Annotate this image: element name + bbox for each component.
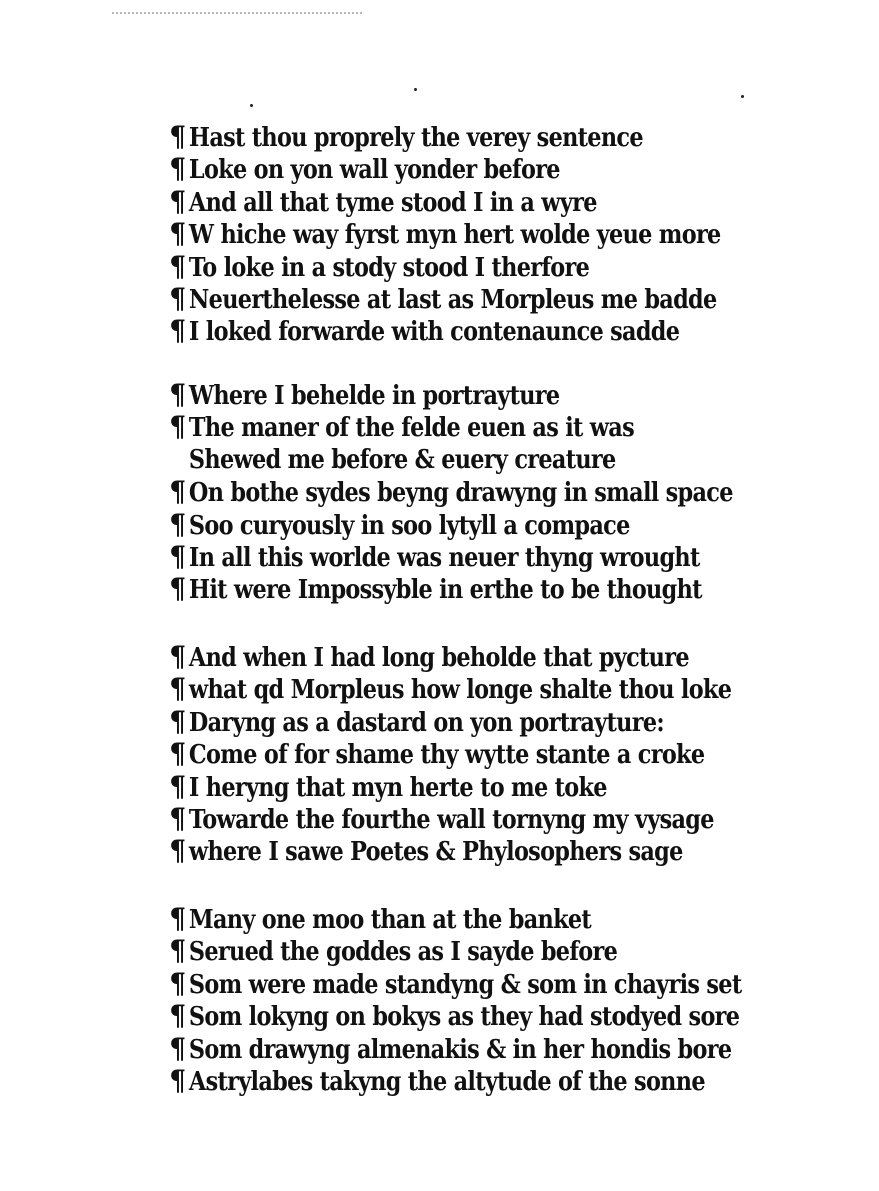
verse-line [170, 738, 720, 770]
verse-text: Shewed me before & euery creature [188, 444, 616, 475]
verse-text: Daryng as a dastard on yon portrayture: [188, 707, 664, 738]
verse-line [170, 121, 720, 153]
verse-text: The maner of the felde euen as it was [188, 413, 635, 444]
verse-line [169, 672, 732, 706]
verse-text: I heryng that myn herte to me toke [188, 772, 607, 803]
verse-line [170, 379, 720, 411]
verse-line [170, 251, 720, 283]
ink-speck [250, 104, 253, 107]
verse-line [169, 1031, 732, 1065]
verse-line [170, 935, 720, 967]
pilcrow-marker: ¶ [169, 539, 186, 573]
verse-text: Hast thou proprely the verey sentence [188, 123, 643, 153]
verse-line [170, 541, 720, 573]
verse-text: On bothe sydes beyng drawyng in small space [188, 478, 733, 509]
verse-line [170, 153, 720, 185]
verse-text: Many one moo than at the banket [188, 905, 592, 935]
verse-line [170, 218, 720, 250]
pilcrow-marker: ¶ [169, 704, 186, 738]
verse-text: Where I behelde in portrayture [188, 381, 560, 411]
ink-speck [414, 88, 417, 91]
pilcrow-marker: ¶ [169, 217, 186, 251]
verse-line [170, 444, 720, 476]
stanza-2 [170, 379, 810, 606]
pilcrow-marker: ¶ [169, 249, 186, 283]
verse-text: To loke in a stody stood I therfore [188, 252, 590, 283]
verse-text: In all this worlde was neuer thyng wrought [188, 542, 700, 573]
stanza-4 [170, 903, 810, 1097]
verse-line [170, 803, 720, 835]
verse-text: Hit were Impossyble in erthe to be thought [188, 575, 702, 606]
verse-line [170, 771, 720, 803]
verse-line [170, 509, 720, 541]
verse-text: Neuerthelesse at last as Morpleus me badde [188, 284, 717, 315]
verse-line [170, 573, 720, 605]
pilcrow-marker: ¶ [169, 834, 186, 868]
verse-text: Astrylabes takyng the altytude of the sonne [188, 1066, 705, 1097]
verse-text: Towarde the fourthe wall tornyng my vysage [188, 804, 714, 835]
verse-text: Soo curyously in soo lytyll a compace [188, 510, 630, 541]
verse-line [169, 475, 733, 509]
verse-text: Som lokyng on bokys as they had stodyed sore [188, 1002, 740, 1033]
verse-text: W hiche way fyrst myn hert wolde yeue more [188, 220, 721, 251]
pilcrow-marker: ¶ [169, 378, 186, 411]
verse-text: Som were made standyng & som in chayris set [188, 969, 742, 1000]
pilcrow-marker: ¶ [169, 281, 186, 315]
verse-text: Come of for shame thy wytte stante a croke [188, 740, 705, 771]
pilcrow-marker: ¶ [169, 769, 186, 803]
pilcrow-marker: ¶ [169, 1031, 186, 1065]
verse-text: And when I had long beholde that pycture [188, 643, 689, 673]
verse-line [169, 966, 742, 1000]
pilcrow-marker: ¶ [169, 934, 186, 968]
stanza-3 [170, 641, 810, 868]
verse-line [170, 283, 720, 315]
verse-line [170, 186, 720, 218]
stanza-1 [170, 121, 810, 348]
verse-line [169, 999, 740, 1033]
verse-text: Som drawyng almenakis & in her hondis bore [188, 1034, 732, 1065]
pilcrow-marker: ¶ [169, 572, 186, 606]
pilcrow-marker: ¶ [169, 410, 186, 444]
verse-line [170, 835, 720, 867]
pilcrow-marker: ¶ [169, 1063, 186, 1097]
verse-line [170, 411, 720, 443]
verse-text: Serued the goddes as I sayde before [188, 937, 618, 968]
header-rule [112, 12, 362, 16]
pilcrow-marker: ¶ [169, 640, 186, 673]
pilcrow-marker: ¶ [169, 507, 186, 541]
verse-line [170, 903, 720, 935]
pilcrow-marker: ¶ [169, 999, 186, 1033]
pilcrow-marker: ¶ [169, 152, 186, 186]
pilcrow-marker: ¶ [169, 120, 186, 153]
verse-line [170, 641, 720, 673]
verse-text: And all that tyme stood I in a wyre [188, 187, 597, 218]
verse-text: Loke on yon wall yonder before [188, 155, 560, 186]
pilcrow-marker: ¶ [169, 314, 186, 348]
verse-text: where I sawe Poetes & Phylosophers sage [188, 837, 683, 868]
verse-line [170, 315, 720, 347]
pilcrow-marker: ¶ [169, 801, 186, 835]
pilcrow-marker: ¶ [169, 902, 186, 935]
verse-text: what qd Morpleus how longe shalte thou loke [188, 675, 732, 706]
pilcrow-marker: ¶ [169, 475, 186, 509]
pilcrow-marker: ¶ [169, 672, 186, 706]
verse-line [170, 706, 720, 738]
pilcrow-marker: ¶ [169, 737, 186, 771]
verse-text: I loked forwarde with contenaunce sadde [188, 317, 680, 348]
ink-speck [741, 95, 744, 98]
pilcrow-marker: ¶ [169, 966, 186, 1000]
verse-line [170, 1065, 720, 1097]
pilcrow-marker: ¶ [169, 184, 186, 218]
